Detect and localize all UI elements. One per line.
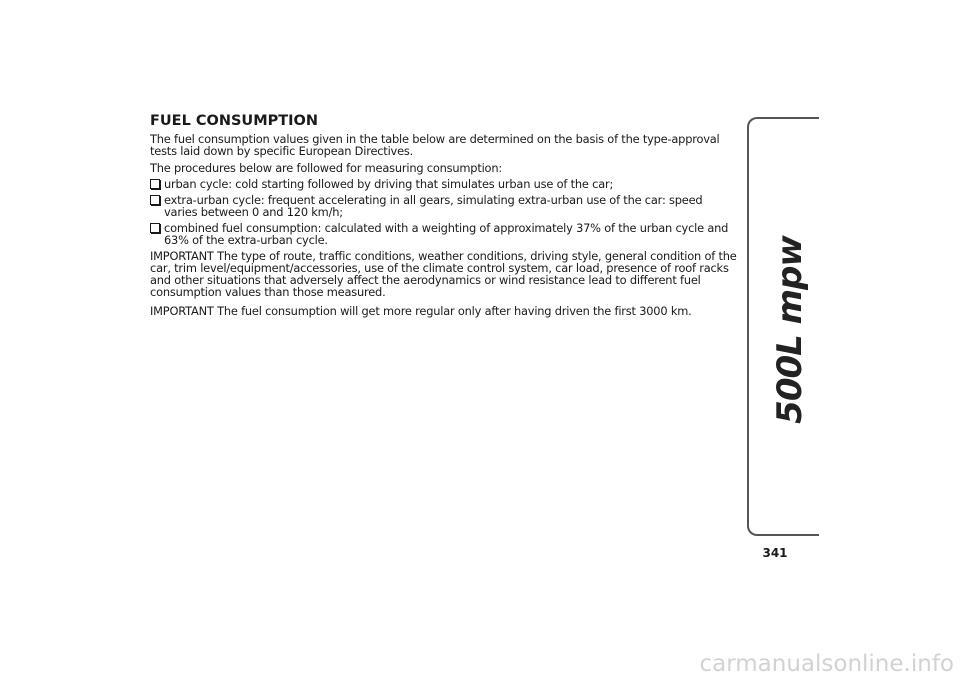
important-note-2: IMPORTANT The fuel consumption will get more regular only after having driven the first 3000 km.: [150, 304, 692, 318]
list-item: [150, 194, 738, 218]
procedure-list: [150, 178, 738, 246]
list-item: [150, 222, 738, 246]
page-number: 341: [762, 546, 788, 560]
checkbox-bullet-icon: [150, 195, 160, 205]
important-note-1: IMPORTANT The type of route, traffic conditions, weather conditions, driving style, general condition of the car, trim level/equipment/accessories, use of the climate control system, car load, presence of roof racks and other situations that adversely affect the aerodynamics or wind resistance lead to different fuel consumption values than those measured.: [150, 249, 737, 299]
brand-logo: 500L mpw: [770, 236, 810, 424]
list-item-text: extra-urban cycle: frequent accelerating in all gears, simulating extra-urban use of the car: speed varies between 0 and 120 km/h;: [164, 193, 703, 219]
checkbox-bullet-icon: [150, 223, 160, 233]
list-item: [150, 178, 738, 190]
list-item-text: combined fuel consumption: calculated with a weighting of approximately 37% of the urban cycle and 63% of the extra-urban cycle.: [164, 221, 729, 247]
watermark: carmanualsonline.info: [699, 651, 954, 677]
checkbox-bullet-icon: [150, 179, 160, 189]
section-heading: FUEL CONSUMPTION: [150, 113, 318, 129]
procedures-intro: The procedures below are followed for measuring consumption:: [150, 161, 502, 175]
intro-paragraph: The fuel consumption values given in the table below are determined on the basis of the type-approval tests laid down by specific European Directives.: [150, 132, 720, 158]
list-item-text: urban cycle: cold starting followed by driving that simulates urban use of the car;: [164, 177, 614, 191]
page-content: [150, 112, 738, 322]
